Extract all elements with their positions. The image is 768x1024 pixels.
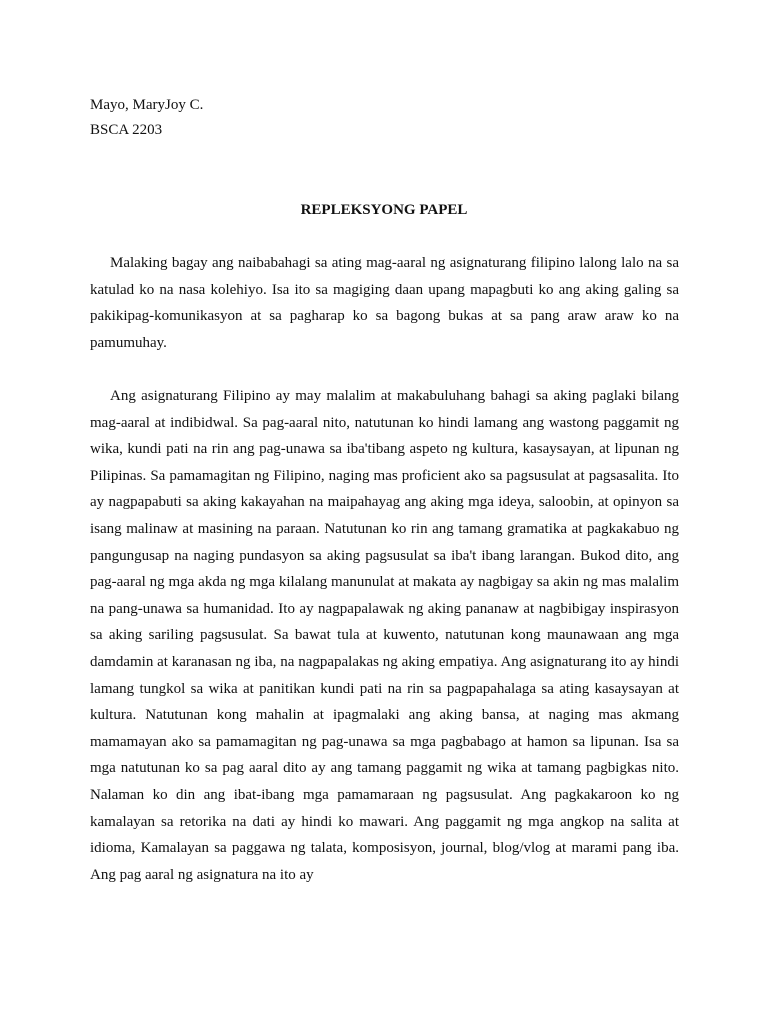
document-title: REPLEKSYONG PAPEL [300, 202, 468, 218]
paragraph-1: Malaking bagay ang naibabahagi sa ating mag-aaral ng asignaturang filipino lalong lalo na sa katulad ko na nasa kolehiyo. Isa ito sa magiging daan upang mapagbuti ko ang aking galing sa pakikipag-komunikasyon at sa pagharap ko sa bagong bukas at sa pang araw araw ko na pamumuhay. [90, 255, 679, 351]
section-code: BSCA 2203 [90, 122, 163, 138]
paragraph-2: Ang asignaturang Filipino ay may malalim at makabuluhang bahagi sa aking paglaki bilang mag-aaral at indibidwal. Sa pag-aaral nito, natutunan ko hindi lamang ang wastong paggamit ng wika, kundi pati na rin ang pag-unawa sa iba'tibang aspeto ng kultura, kasaysayan, at lipunan ng Pilipinas. Sa pamamagitan ng Filipino, naging mas proficient ako sa pagsusulat at pagsasalita. Ito ay nagpapabuti sa aking kakayahan na maipahayag ang aking mga ideya, saloobin, at opinyon sa isang malinaw at masining na paraan. Natutunan ko rin ang tamang gramatika at pagkakabuo ng pangungusap na naging pundasyon sa aking pagsusulat sa iba't ibang larangan. Bukod dito, ang pag-aaral ng mga akda ng mga kilalang manunulat at makata ay nagbigay sa akin ng mas malalim na pang-unawa sa humanidad. Ito ay nagpapalawak ng aking pananaw at nagbibigay inspirasyon sa aking sariling pagsusulat. Sa bawat tula at kuwento, natutunan kong maunawaan ang mga damdamin at karanasan ng iba, na nagpapalakas ng aking empatiya. Ang asignaturang ito ay hindi lamang tungkol sa wika at panitikan kundi pati na rin sa pagpapahalaga sa ating kasaysayan at kultura. Natutunan kong mahalin at ipagmalaki ang aking bansa, at naging mas akmang mamamayan ako sa pamamagitan ng pag-unawa sa mga pagbabago at hamon sa lipunan. Isa sa mga natutunan ko sa pag aaral dito ay ang tamang paggamit ng wika at tamang pagbigkas nito. Nalaman ko din ang ibat-ibang mga pamamaraan ng pagsusulat. Ang pagkakaroon ko ng kamalayan sa retorika na dati ay hindi ko mawari. Ang paggamit ng mga angkop na salita at idioma, Kamalayan sa paggawa ng talata, komposisyon, journal, blog/vlog at marami pang iba. Ang pag aaral ng asignatura na ito ay [90, 388, 679, 883]
author-block [90, 93, 203, 143]
author-name: Mayo, MaryJoy C. [90, 97, 204, 113]
